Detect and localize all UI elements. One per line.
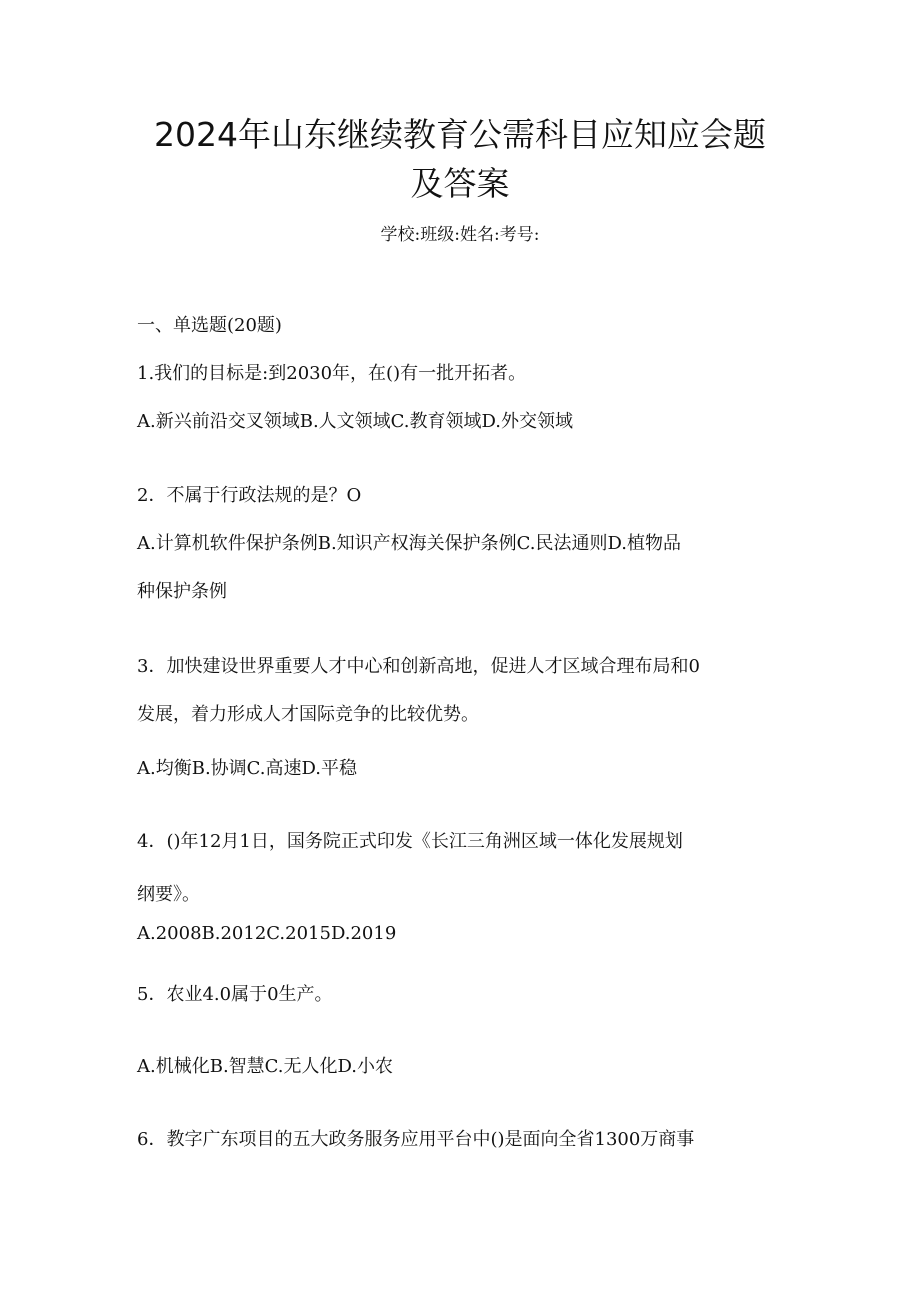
question-4-text-line-1: 4．()年12月1日，国务院正式印发《长江三角洲区域一体化发展规划 <box>137 831 683 852</box>
question-2-options-line-1: A.计算机软件保护条例B.知识产权海关保护条例C.民法通则D.植物品 <box>137 533 682 554</box>
question-3-options: A.均衡B.协调C.高速D.平稳 <box>137 758 358 779</box>
question-1-text: 1.我们的目标是:到2030年，在()有一批开拓者。 <box>137 363 527 384</box>
section-heading: 一、单选题(20题) <box>137 315 282 336</box>
question-2-text: 2．不属于行政法规的是？O <box>137 485 362 506</box>
question-6-text: 6．教字广东项目的五大政务服务应用平台中()是面向全省1300万商事 <box>137 1129 695 1150</box>
question-3-text-line-1: 3．加快建设世界重要人才中心和创新高地，促进人才区域合理布局和0 <box>137 656 700 677</box>
question-4-options: A.2008B.2012C.2015D.2019 <box>137 923 397 944</box>
question-4-text-line-2: 纲要》。 <box>137 884 200 905</box>
question-5-text: 5．农业4.0属于0生产。 <box>137 984 333 1005</box>
document-title-line-1: 2024年山东继续教育公需科目应知应会题 <box>154 115 766 154</box>
question-2-options-line-2: 种保护条例 <box>137 581 227 602</box>
document-title-line-2: 及答案 <box>410 164 510 203</box>
question-3-text-line-2: 发展，着力形成人才国际竞争的比较优势。 <box>137 704 479 725</box>
student-info-fields: 学校:班级:姓名:考号: <box>380 225 540 245</box>
question-1-options: A.新兴前沿交叉领域B.人文领域C.教育领域D.外交领域 <box>137 411 574 432</box>
question-5-options: A.机械化B.智慧C.无人化D.小农 <box>137 1056 394 1077</box>
